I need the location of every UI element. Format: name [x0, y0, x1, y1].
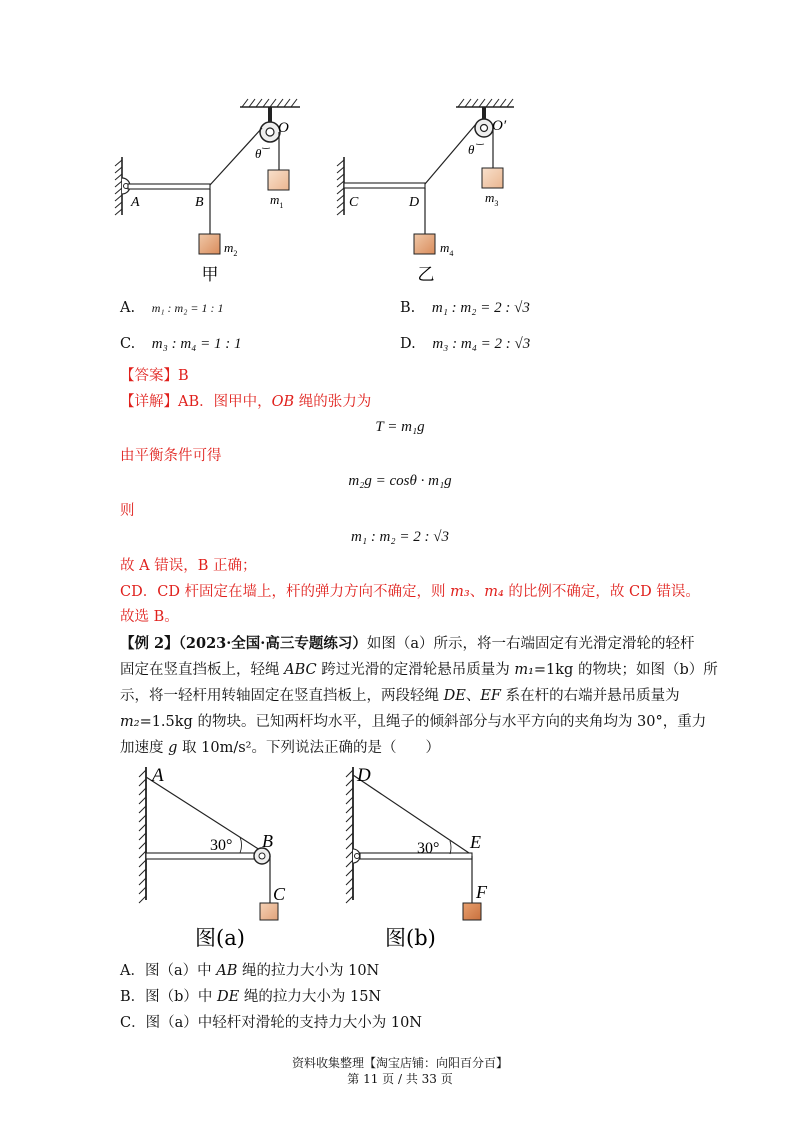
option2-C: [120, 1013, 422, 1033]
detail-text: 、: [469, 584, 485, 600]
label-mass-m3: $m_3$: [485, 190, 499, 208]
var-m2: m₂: [120, 714, 140, 730]
detail-line-6: 故选 B。: [120, 609, 179, 625]
label-point-A: A: [131, 195, 140, 210]
detail-intro: [120, 392, 371, 412]
var-g: g: [168, 740, 178, 756]
option-letter: B.: [400, 300, 416, 316]
formula-2: m₂g = cosθ · m₁g: [348, 473, 452, 489]
detail-line-5: [120, 582, 700, 602]
option-text: 绳的拉力大小为 15N: [239, 989, 382, 1005]
detail-text: AB．图甲中，: [178, 394, 272, 410]
label-angle-right: θ: [468, 142, 475, 157]
var-EF: EF: [480, 688, 501, 704]
detail-text: 绳的张力为: [294, 394, 372, 410]
figure-b: [346, 765, 488, 950]
example-text: =1kg 的物块；如图（b）所: [533, 662, 718, 678]
option2-A: [120, 961, 379, 981]
example-text: 取 10m/s²。下列说法正确的是（ ）: [177, 740, 440, 756]
option-C: [120, 334, 242, 354]
label-angle-b: 30°: [417, 840, 440, 857]
option-expr: m₁ : m₂ = 2 : √3: [431, 300, 530, 316]
detail-text: CD．CD 杆固定在墙上，杆的弹力方向不确定，则: [120, 584, 451, 600]
example-source: （2023·全国·高三专题练习）: [178, 635, 367, 652]
label-point-O: O: [278, 120, 289, 136]
option-letter: D.: [400, 336, 416, 352]
detail-line-2: 由平衡条件可得: [120, 448, 222, 464]
label-point-O-prime: O′: [492, 118, 507, 134]
var-ABC: ABC: [284, 662, 317, 678]
option-D: [400, 334, 530, 354]
figure-a: [139, 765, 286, 950]
example-text: 跨过光滑的定滑轮悬吊质量为: [316, 662, 515, 678]
label-angle-a: 30°: [210, 837, 233, 854]
label-angle: θ: [255, 146, 262, 161]
option-text: B．图（b）中: [120, 989, 218, 1005]
figure-left: [115, 99, 300, 284]
figure-right: [337, 99, 514, 284]
caption-b: 图(b): [385, 926, 436, 950]
example-text: 加速度: [120, 740, 169, 756]
option-text: 绳的拉力大小为 10N: [237, 963, 380, 979]
example-label: 【例 2】: [120, 635, 179, 652]
detail-var-m3: m₃: [450, 584, 470, 600]
detail-text: 的比例不确定，故 CD 错误。: [503, 584, 700, 600]
example-text: 示，将一轻杆用转轴固定在竖直挡板上，两段轻绳: [120, 688, 444, 704]
label-mass-m2: $m_2$: [224, 240, 238, 258]
var-DE: DE: [443, 688, 466, 704]
label-D: D: [357, 765, 371, 786]
label-point-C: C: [349, 195, 359, 210]
option-text: C．图（a）中轻杆对滑轮的支持力大小为 10N: [120, 1015, 422, 1031]
option-letter: C.: [120, 336, 136, 352]
var-DE: DE: [217, 989, 240, 1005]
example-text: 系在杆的右端并悬吊质量为: [500, 688, 680, 704]
label-C: C: [273, 884, 286, 904]
example2-line-2: [120, 660, 718, 680]
answer-line: 【答案】B: [120, 368, 189, 384]
option-expr: m₁ : m₂ = 1 : 1: [151, 301, 224, 315]
footer-source: 资料收集整理【淘宝店铺：向阳百分百】: [291, 1056, 508, 1070]
caption-jia: 甲: [201, 265, 219, 284]
example-text: 、: [465, 688, 481, 704]
option-A: [120, 298, 223, 318]
label-B: B: [262, 831, 273, 851]
detail-line-4: 故 A 错误，B 正确；: [120, 558, 257, 574]
detail-var-m4: m₄: [484, 584, 504, 600]
option-B: [400, 298, 530, 318]
page-number: 第 11 页 / 共 33 页: [347, 1072, 453, 1086]
option-expr: m₃ : m₄ = 2 : √3: [432, 336, 531, 352]
label-point-D: D: [409, 195, 420, 210]
caption-a: 图(a): [195, 926, 245, 950]
detail-line-3: 则: [120, 503, 135, 519]
example-text: 固定在竖直挡板上，轻绳: [120, 662, 285, 678]
label-point-B: B: [195, 195, 204, 210]
example-text: =1.5kg 的物块。已知两杆均水平，且绳子的倾斜部分与水平方向的夹角均为 30°，重力: [139, 714, 707, 730]
option-text: A．图（a）中: [120, 963, 217, 979]
option-expr: m₃ : m₄ = 1 : 1: [151, 336, 242, 352]
figure-2: [0, 755, 800, 955]
detail-label: 【详解】: [120, 394, 178, 410]
example2-line-4: [120, 712, 706, 732]
example2-line-3: [120, 686, 680, 706]
formula-1: T = m₁g: [375, 419, 425, 435]
formula-3: m₁ : m₂ = 2 : √3: [351, 529, 449, 545]
label-F: F: [476, 882, 487, 902]
label-mass-m4: $m_4$: [440, 240, 454, 258]
example2-line-1: [120, 634, 695, 654]
option-letter: A.: [120, 300, 136, 316]
example-text: 如图（a）所示，将一右端固定有光滑定滑轮的轻杆: [366, 636, 695, 652]
label-A: A: [152, 765, 164, 786]
var-m1: m₁: [514, 662, 534, 678]
label-E: E: [470, 832, 481, 852]
option2-B: [120, 987, 381, 1007]
figure-1: [0, 0, 800, 300]
caption-yi: 乙: [417, 265, 435, 284]
label-mass-m1: $m_1$: [270, 192, 284, 210]
var-AB: AB: [216, 963, 238, 979]
detail-var-OB: OB: [271, 394, 295, 410]
